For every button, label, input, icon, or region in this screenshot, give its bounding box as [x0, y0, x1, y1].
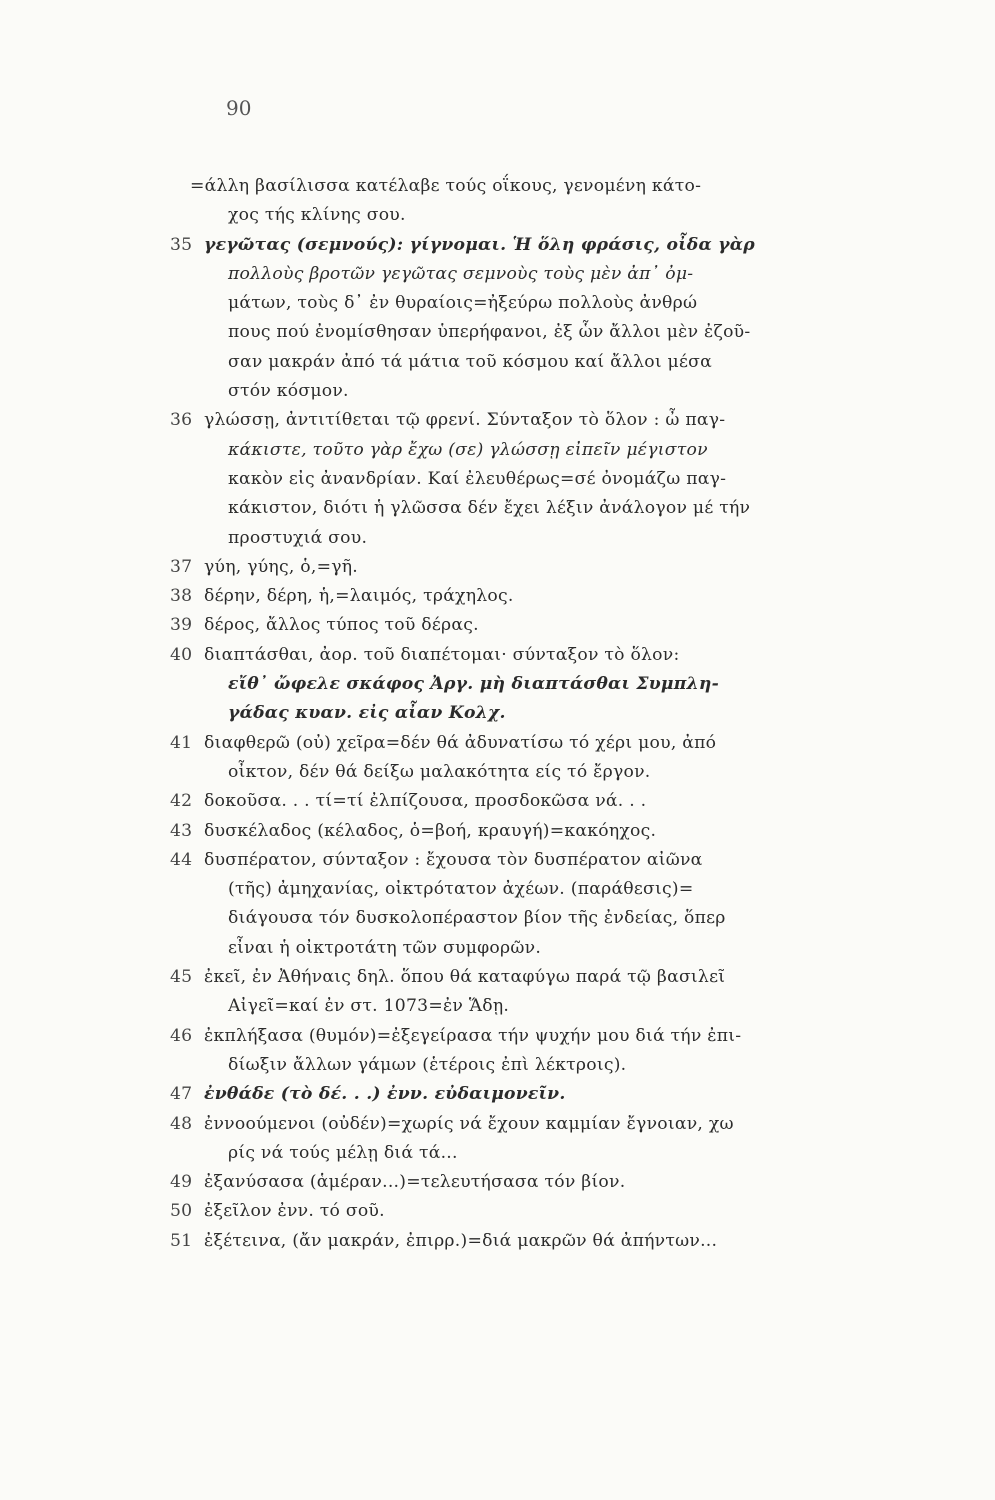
line: ἐξανύσασα (ἁμέραν...)=τελευτήσασα τόν βίον.	[204, 1172, 626, 1193]
entry-41	[170, 729, 875, 788]
line-number: 44	[170, 849, 193, 870]
line: γλώσσῃ, ἀντιτίθεται τῷ φρενί. Σύνταξον τὸ ὅλον : ὦ παγ-	[204, 410, 726, 431]
commentary-text	[170, 172, 875, 1256]
entry-38	[170, 582, 875, 611]
line: κάκιστε, τοῦτο γὰρ ἔχω (σε) γλώσσῃ εἰπεῖν μέγιστον	[228, 439, 708, 460]
entry-51	[170, 1227, 875, 1256]
line: εἶναι ἡ οἰκτροτάτη τῶν συμφορῶν.	[228, 937, 542, 958]
entry-37	[170, 553, 875, 582]
line-number: 50	[170, 1201, 193, 1222]
entry-42	[170, 787, 875, 816]
entry-47	[170, 1080, 875, 1109]
line: πολλοὺς βροτῶν γεγῶτας σεμνοὺς τοὺς μὲν ἀπ᾽ ὀμ-	[228, 263, 694, 284]
line: χος τής κλίνης σου.	[228, 205, 406, 226]
line-number: 46	[170, 1025, 193, 1046]
entry-46	[170, 1022, 875, 1081]
line: γύη, γύης, ὁ,=γῆ.	[204, 556, 359, 577]
line-number: 45	[170, 967, 193, 988]
line: κακὸν εἰς ἀνανδρίαν. Καί ἐλευθέρως=σέ ὀνομάζω παγ-	[228, 468, 727, 489]
line-number: 42	[170, 791, 193, 812]
entry-48	[170, 1110, 875, 1169]
line: δυσπέρατον, σύνταξον : ἔχουσα τὸν δυσπέρατον αἰῶνα	[204, 849, 703, 870]
entry-49	[170, 1168, 875, 1197]
entry-35	[170, 231, 875, 407]
entry-39	[170, 611, 875, 640]
line-number: 51	[170, 1230, 193, 1251]
line: πους πού ἐνομίσθησαν ὑπερήφανοι, ἐξ ὧν ἄλλοι μὲν ἐζοῦ-	[228, 322, 751, 343]
line: δοκοῦσα. . . τί=τί ἐλπίζουσα, προσδοκῶσα νά. . .	[204, 791, 647, 812]
entry-continuation	[170, 172, 875, 231]
line: διάγουσα τόν δυσκολοπέραστον βίον τῆς ἐνδείας, ὅπερ	[228, 908, 726, 929]
line: ἐξεῖλον ἐνν. τό σοῦ.	[204, 1201, 385, 1222]
line: προστυχιά σου.	[228, 527, 368, 548]
entry-43	[170, 817, 875, 846]
line: διαφθερῶ (οὐ) χεῖρα=δέν θά ἀδυνατίσω τό χέρι μου, ἀπό	[204, 732, 717, 753]
line: δέρην, δέρη, ἡ,=λαιμός, τράχηλος.	[204, 586, 514, 607]
line: γεγῶτας (σεμνούς): γίγνομαι. Ἡ ὅλη φράσις, οἶδα γὰρ	[204, 234, 755, 255]
line-number: 49	[170, 1172, 193, 1193]
line-number: 41	[170, 732, 193, 753]
entry-50	[170, 1197, 875, 1226]
line: σαν μακράν ἀπό τά μάτια τοῦ κόσμου καί ἄλλοι μέσα	[228, 351, 712, 372]
line: ἐνθάδε (τὸ δέ. . .) ἐνν. εὐδαιμονεῖν.	[204, 1084, 566, 1105]
line: δίωξιν ἄλλων γάμων (ἑτέροις ἐπὶ λέκτροις).	[228, 1054, 627, 1075]
line-number: 47	[170, 1084, 193, 1105]
line: κάκιστον, διότι ἡ γλῶσσα δέν ἔχει λέξιν ἀνάλογον μέ τήν	[228, 498, 751, 519]
line: μάτων, τοὺς δ᾽ ἐν θυραίοις=ἠξεύρω πολλοὺς ἀνθρώ	[228, 293, 698, 314]
line: ἐκεῖ, ἐν Ἀθήναις δηλ. ὅπου θά καταφύγω παρά τῷ βασιλεῖ	[204, 967, 726, 988]
entry-45	[170, 963, 875, 1022]
line: ἐκπλήξασα (θυμόν)=ἐξεγείρασα τήν ψυχήν μου διά τήν ἐπι-	[204, 1025, 742, 1046]
entry-36	[170, 406, 875, 552]
line-number: 39	[170, 615, 193, 636]
line: ρίς νά τούς μέλῃ διά τά...	[228, 1142, 458, 1163]
entry-40	[170, 641, 875, 729]
line: στόν κόσμον.	[228, 381, 349, 402]
page-number: 90	[226, 96, 252, 120]
line-number: 48	[170, 1113, 193, 1134]
entry-44	[170, 846, 875, 963]
line: ἐννοούμενοι (οὐδέν)=χωρίς νά ἔχουν καμμίαν ἔγνοιαν, χω	[204, 1113, 734, 1134]
line: εἴθ᾽ ὤφελε σκάφος Ἀργ. μὴ διαπτάσθαι Συμπλη-	[228, 674, 719, 695]
line: (τῆς) ἀμηχανίας, οἰκτρότατον ἀχέων. (παράθεσις)=	[228, 879, 694, 900]
line-number: 35	[170, 234, 193, 255]
line: ἐξέτεινα, (ἄν μακράν, ἐπιρρ.)=διά μακρῶν θά ἀπήντων...	[204, 1230, 718, 1251]
line: οἶκτον, δέν θά δείξω μαλακότητα είς τό ἔργον.	[228, 761, 651, 782]
line: Αἰγεῖ=καί ἐν στ. 1073=ἐν Ἅδῃ.	[228, 996, 510, 1017]
line: γάδας κυαν. εἰς αἶαν Κολχ.	[228, 703, 506, 724]
line-number: 37	[170, 556, 193, 577]
line: διαπτάσθαι, ἀορ. τοῦ διαπέτομαι· σύνταξον τὸ ὅλον:	[204, 644, 680, 665]
line: =άλλη βασίλισσα κατέλαβε τούς οΐκους, γενομένη κάτο-	[190, 176, 702, 196]
line-number: 36	[170, 410, 193, 431]
line-number: 38	[170, 586, 193, 607]
line-number: 43	[170, 820, 193, 841]
line: δέρος, ἄλλος τύπος τοῦ δέρας.	[204, 615, 479, 636]
line-number: 40	[170, 644, 193, 665]
line: δυσκέλαδος (κέλαδος, ὁ=βοή, κραυγή)=κακόηχος.	[204, 820, 657, 841]
